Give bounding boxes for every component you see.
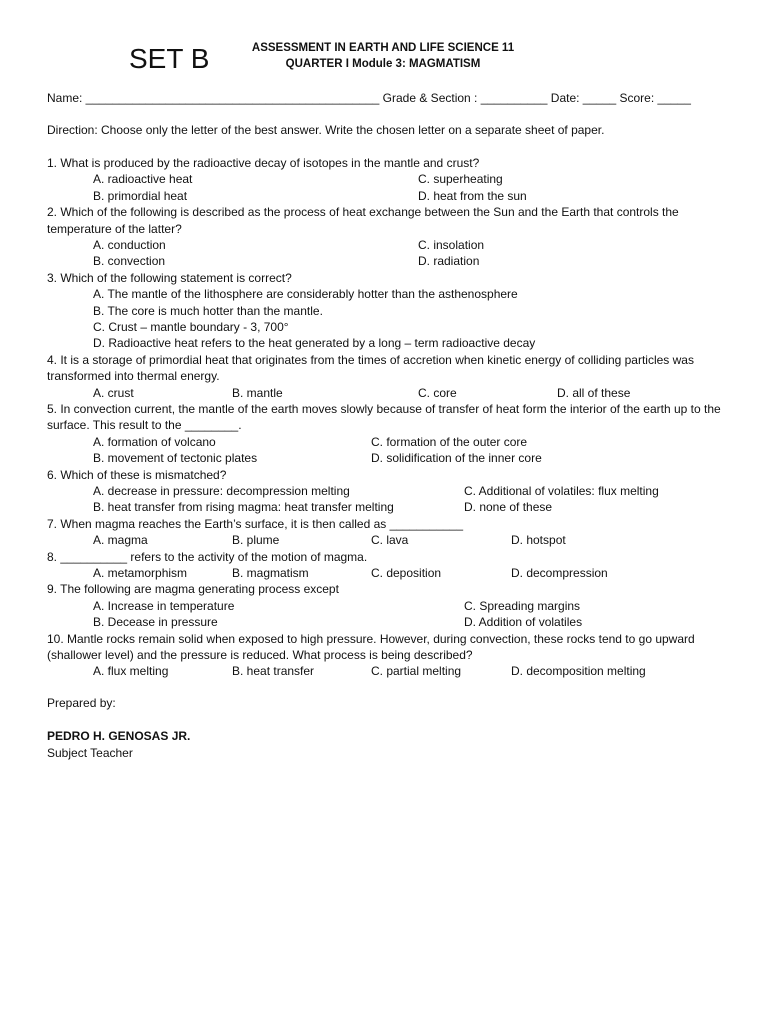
options-row [47,188,727,204]
options-row [47,434,727,450]
option-b: B. heat transfer [232,664,315,679]
question-6: 6. Which of these is mismatched? [47,467,227,482]
option-c: C. lava [371,533,409,548]
directions: Direction: Choose only the letter of the best answer. Write the chosen letter on a separate sheet of paper. [47,123,605,137]
options-row [47,385,727,401]
option-a: A. conduction [93,238,166,252]
option-c: C. deposition [371,566,442,580]
option-d: D. decompression [511,566,608,580]
question-1: 1. What is produced by the radioactive decay of isotopes in the mantle and crust? [47,156,480,170]
options-row [47,483,727,499]
option-b: B. Decease in pressure [93,615,218,630]
teacher-role: Subject Teacher [47,745,133,760]
option-b: B. plume [232,533,280,548]
teacher-name: PEDRO H. GENOSAS JR. [47,729,191,744]
options-row [47,663,727,679]
option-c: C. Crust – mantle boundary - 3, 700° [93,320,289,334]
option-d: D. solidification of the inner core [371,451,542,466]
option-a: A. The mantle of the lithosphere are considerably hotter than the asthenosphere [93,287,518,302]
option-b: B. mantle [232,385,283,400]
footer [47,695,190,761]
option-c: C. partial melting [371,664,462,679]
question-2: 2. Which of the following is described as the process of heat exchange between the Sun and the Earth that controls the temperature of the latter? [47,205,679,236]
title-line-1: ASSESSMENT IN EARTH AND LIFE SCIENCE 11 [251,42,515,54]
student-info-line: Name: ____________________________________________ Grade & Section : __________ Date: _____ Score: _____ [47,91,691,105]
option-b: B. convection [93,254,166,269]
option-d: D. Addition of volatiles [464,615,583,630]
options-row [47,598,727,614]
options-row [47,253,727,269]
option-a: A. metamorphism [93,566,188,580]
option-d: D. all of these [557,385,631,400]
option-d: D. hotspot [511,533,566,548]
options-row [47,499,727,515]
question-4: 4. It is a storage of primordial heat that originates from the times of accretion when kinetic energy of colliding particles was transformed into thermal energy. [47,352,694,384]
question-3: 3. Which of the following statement is correct? [47,270,292,285]
question-list [47,155,727,680]
question-9: 9. The following are magma generating process except [47,582,339,597]
option-a: A. flux melting [93,664,169,679]
question-10: 10. Mantle rocks remain solid when exposed to high pressure. However, during convection, these rocks tend to go upward (shallower level) and the pressure is reduced. What process is being described? [47,631,695,662]
question-8: 8. __________ refers to the activity of the motion of magma. [47,549,368,564]
option-a: A. radioactive heat [93,172,193,187]
option-c: C. core [418,385,457,400]
option-b: B. magmatism [232,566,309,580]
options-row [47,532,727,548]
title-block [230,40,536,72]
option-c: C. Spreading margins [464,598,581,613]
option-c: C. superheating [418,172,503,187]
question-5: 5. In convection current, the mantle of the earth moves slowly because of transfer of heat form the interior of the earth up to the surface. This result to the ________. [47,402,721,433]
set-label: SET B [129,43,210,74]
option-d: D. Radioactive heat refers to the heat generated by a long – term radioactive decay [93,336,536,351]
option-c: C. insolation [418,238,485,252]
option-c: C. Additional of volatiles: flux melting [464,484,659,499]
option-a: A. crust [93,385,134,400]
options-row [47,237,727,253]
options-row [47,565,727,581]
option-a: A. decrease in pressure: decompression melting [93,484,350,499]
option-b: B. heat transfer from rising magma: heat transfer melting [93,500,394,515]
option-d: D. none of these [464,500,553,515]
option-d: D. radiation [418,254,480,269]
options-row [47,614,727,630]
options-row [47,171,727,187]
option-b: B. The core is much hotter than the mantle. [93,303,323,318]
option-b: B. movement of tectonic plates [93,451,258,466]
option-a: A. magma [93,533,148,548]
title-line-2: QUARTER I Module 3: MAGMATISM [285,58,481,70]
question-7: 7. When magma reaches the Earth’s surface, it is then called as ___________ [47,516,464,531]
option-d: D. heat from the sun [418,188,527,203]
option-c: C. formation of the outer core [371,434,528,449]
option-a: A. Increase in temperature [93,598,235,613]
prepared-by-label: Prepared by: [47,696,116,710]
option-b: B. primordial heat [93,188,188,203]
options-row [47,450,727,466]
option-d: D. decomposition melting [511,664,646,679]
option-a: A. formation of volcano [93,434,216,449]
